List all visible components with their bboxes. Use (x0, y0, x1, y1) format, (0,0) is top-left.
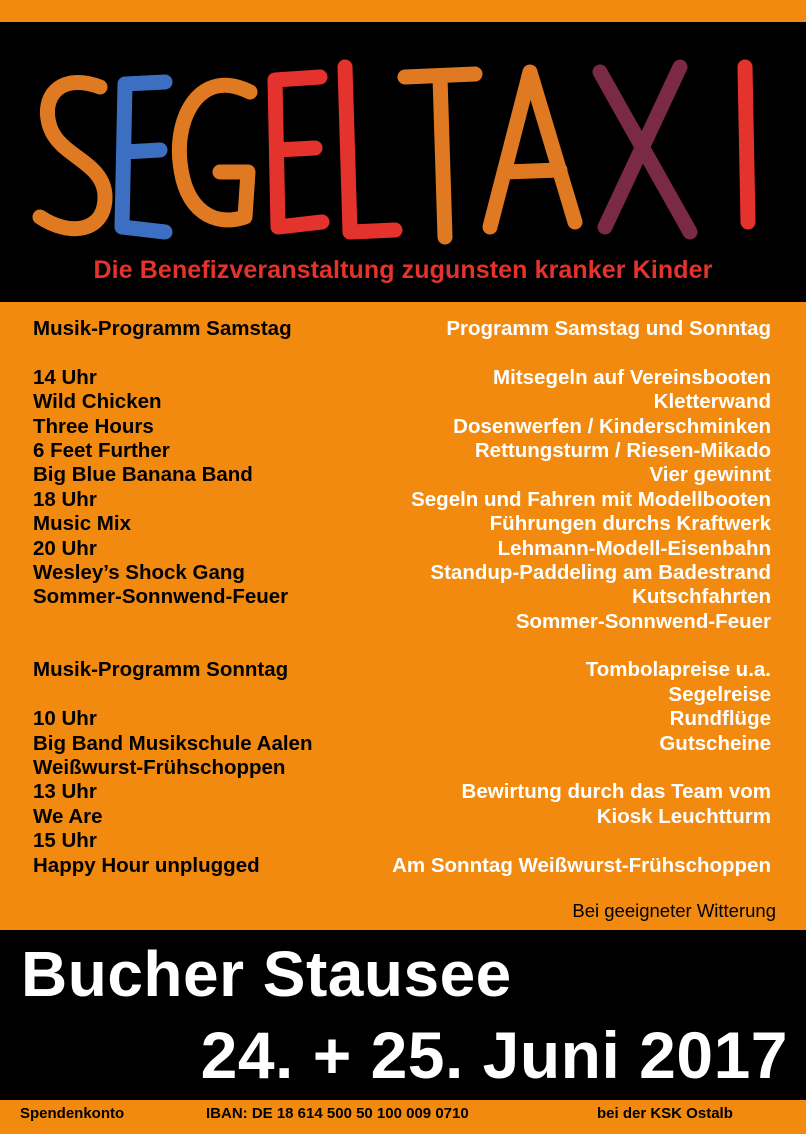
logo-letter (600, 67, 690, 232)
subtitle: Die Benefizveranstaltung zugunsten kranker Kinder (93, 256, 713, 284)
logo-letter (40, 83, 105, 229)
activities-column (311, 317, 771, 878)
list-item: 10 Uhr (33, 707, 97, 731)
bank-name: bei der KSK Ostalb (597, 1105, 733, 1122)
list-item: We Are (33, 804, 103, 828)
iban: IBAN: DE 18 614 500 50 100 009 0710 (206, 1105, 469, 1122)
list-item: Mitsegeln auf Vereinsbooten (493, 365, 771, 389)
logo-letter (405, 74, 475, 237)
list-item: Wild Chicken (33, 390, 162, 414)
list-item: Bewirtung durch das Team vom (461, 780, 771, 804)
list-item: Sommer-Sonnwend-Feuer (515, 609, 771, 633)
list-item: Segeln und Fahren mit Modellbooten (411, 487, 771, 511)
weather-note: Bei geeigneter Witterung (572, 900, 776, 921)
list-item: Gutscheine (659, 731, 771, 755)
list-item: Rundflüge (669, 707, 771, 731)
catering-list (311, 780, 771, 829)
list-item: 18 Uhr (33, 487, 97, 511)
list-item: 6 Feet Further (33, 438, 170, 462)
list-item: Sommer-Sonnwend-Feuer (33, 585, 289, 609)
list-item: Rettungsturm / Riesen-Mikado (474, 438, 771, 462)
list-item: Wesley’s Shock Gang (33, 560, 245, 584)
list-item: Three Hours (33, 414, 154, 438)
list-item: Happy Hour unplugged (33, 853, 260, 877)
list-item: Tombolapreise u.a. (585, 658, 771, 682)
list-item: Music Mix (33, 512, 131, 536)
list-item: Big Band Musikschule Aalen (33, 731, 313, 755)
event-dates: 24. + 25. Juni 2017 (200, 1018, 788, 1092)
sunday-heading: Musik-Programm Sonntag (33, 658, 289, 682)
donation-footer (0, 1102, 806, 1126)
logo-letter (122, 82, 165, 232)
account-label: Spendenkonto (20, 1105, 125, 1122)
list-item: Kutschfahrten (632, 585, 771, 609)
list-item: 13 Uhr (33, 780, 97, 804)
list-item: Segelreise (668, 682, 771, 706)
saturday-heading: Musik-Programm Samstag (33, 317, 292, 340)
list-item: Lehmann-Modell-Eisenbahn (497, 536, 771, 560)
logo-letter (275, 77, 322, 227)
list-item: 14 Uhr (33, 365, 97, 389)
list-item: Big Blue Banana Band (33, 463, 253, 487)
logo-letter (345, 67, 395, 232)
logo-letter (745, 67, 748, 222)
sunday-note: Am Sonntag Weißwurst-Frühschoppen (392, 853, 771, 877)
list-item: Kiosk Leuchtturm (596, 804, 771, 828)
logo-letter (490, 72, 575, 227)
list-item: Führungen durchs Kraftwerk (489, 512, 771, 536)
list-item: Weißwurst-Frühschoppen (33, 756, 286, 780)
logo-letter (179, 85, 250, 220)
list-item: 15 Uhr (33, 829, 97, 853)
list-item: Dosenwerfen / Kinderschminken (453, 414, 771, 438)
activities-list (311, 366, 771, 634)
list-item: 20 Uhr (33, 536, 97, 560)
list-item: Standup-Paddeling am Badestrand (430, 560, 771, 584)
tombola-list (311, 658, 771, 756)
location-title: Bucher Stausee (21, 938, 512, 1010)
list-item: Vier gewinnt (649, 463, 771, 487)
list-item: Kletterwand (653, 390, 771, 414)
activities-heading: Programm Samstag und Sonntag (446, 317, 771, 340)
